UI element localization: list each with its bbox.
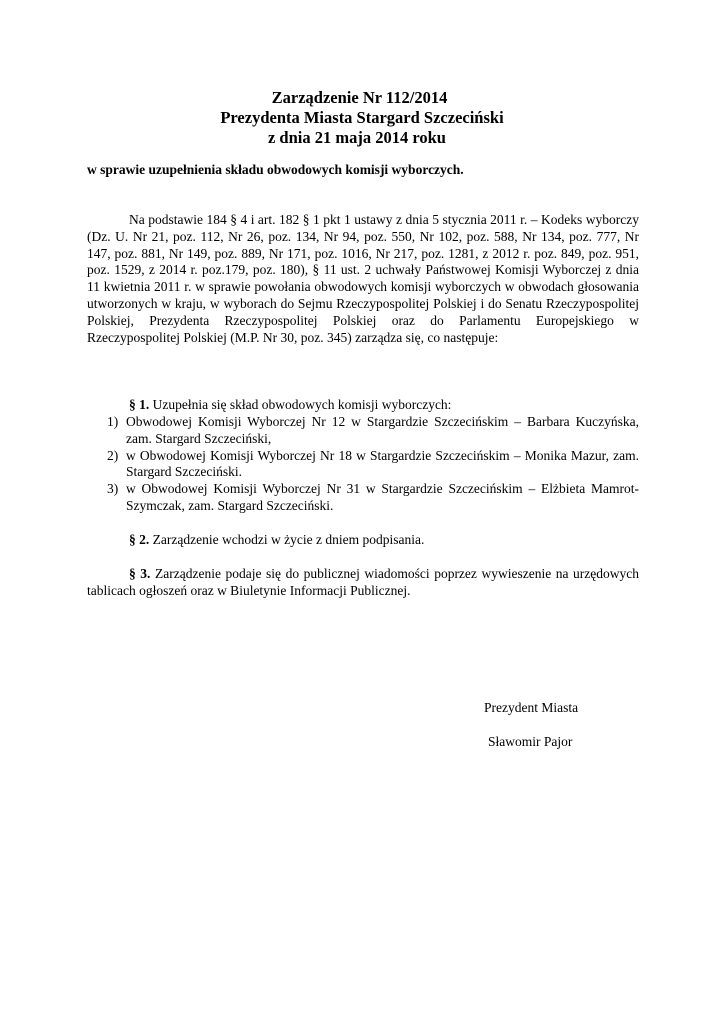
title-line-ordinance-number: Zarządzenie Nr 112/2014 (271, 88, 448, 107)
section-1-intro (129, 397, 451, 413)
list-item-text: w Obwodowej Komisji Wyborczej Nr 31 w Stargardzie Szczecińskim – Elżbieta Mamrot-Szymczak, zam. Stargard Szczeciński. (126, 481, 639, 513)
list-item-text: w Obwodowej Komisji Wyborczej Nr 18 w Stargardzie Szczecińskim – Monika Mazur, zam. Stargard Szczeciński. (126, 447, 639, 480)
title-line-date: z dnia 21 maja 2014 roku (267, 128, 446, 147)
section-2-label: § 2. (129, 532, 150, 547)
list-item (87, 481, 639, 515)
list-item-text: Obwodowej Komisji Wyborczej Nr 12 w Stargardzie Szczecińskim – Barbara Kuczyńska, zam. Stargard Szczeciński, (126, 414, 639, 446)
section-1-list (87, 414, 639, 515)
legal-basis-paragraph: Na podstawie 184 § 4 i art. 182 § 1 pkt 1 ustawy z dnia 5 stycznia 2011 r. – Kodeks wyborczy (Dz. U. Nr 21, poz. 112, Nr 26, poz. 134, Nr 94, poz. 550, Nr 102, poz. 588, Nr 134, poz. 777, Nr 147, poz. 881, Nr 149, poz. 889, Nr 171, poz. 1016, Nr 217, poz. 1281, z 2012 r. poz. 849, poz. 951, poz. 1529, z 2014 r. poz.179, poz. 180), § 11 ust. 2 uchwały Państwowej Komisji Wyborczej z dnia 11 kwietnia 2011 r. w sprawie powołania obwodowych komisji wyborczych w obwodach głosowania utworzonych w kraju, w wyborach do Sejmu Rzeczypospolitej Polskiej i do Senatu Rzeczypospolitej Polskiej, Prezydenta Rzeczypospolitej Polskiej oraz do Parlamentu Europejskiego w Rzeczypospolitej Polskiej (M.P. Nr 30, poz. 345) zarządza się, co następuje: (87, 212, 639, 345)
section-2-text: Zarządzenie wchodzi w życie z dniem podpisania. (149, 532, 425, 547)
section-3-label: § 3. (129, 566, 151, 581)
section-2 (129, 532, 424, 548)
section-3 (87, 566, 639, 600)
title-line-issuer: Prezydenta Miasta Stargard Szczeciński (220, 108, 504, 127)
section-3-text: Zarządzenie podaje się do publicznej wiadomości poprzez wywieszenie na urzędowych tablicach ogłoszeń oraz w Biuletynie Informacji Publicznej. (87, 566, 639, 598)
list-item (87, 448, 639, 482)
list-item-number: 3) (107, 481, 119, 497)
section-1-intro-text: Uzupełnia się skład obwodowych komisji wyborczych: (149, 397, 452, 412)
list-item (87, 414, 639, 448)
signature-title: Prezydent Miasta (484, 700, 579, 715)
document-title (0, 88, 724, 148)
list-item-number: 2) (107, 447, 119, 463)
list-item-number: 1) (107, 414, 119, 429)
section-1-label: § 1. (129, 397, 150, 412)
document-subject: w sprawie uzupełnienia składu obwodowych komisji wyborczych. (87, 162, 464, 177)
signature-name: Sławomir Pajor (488, 734, 573, 749)
